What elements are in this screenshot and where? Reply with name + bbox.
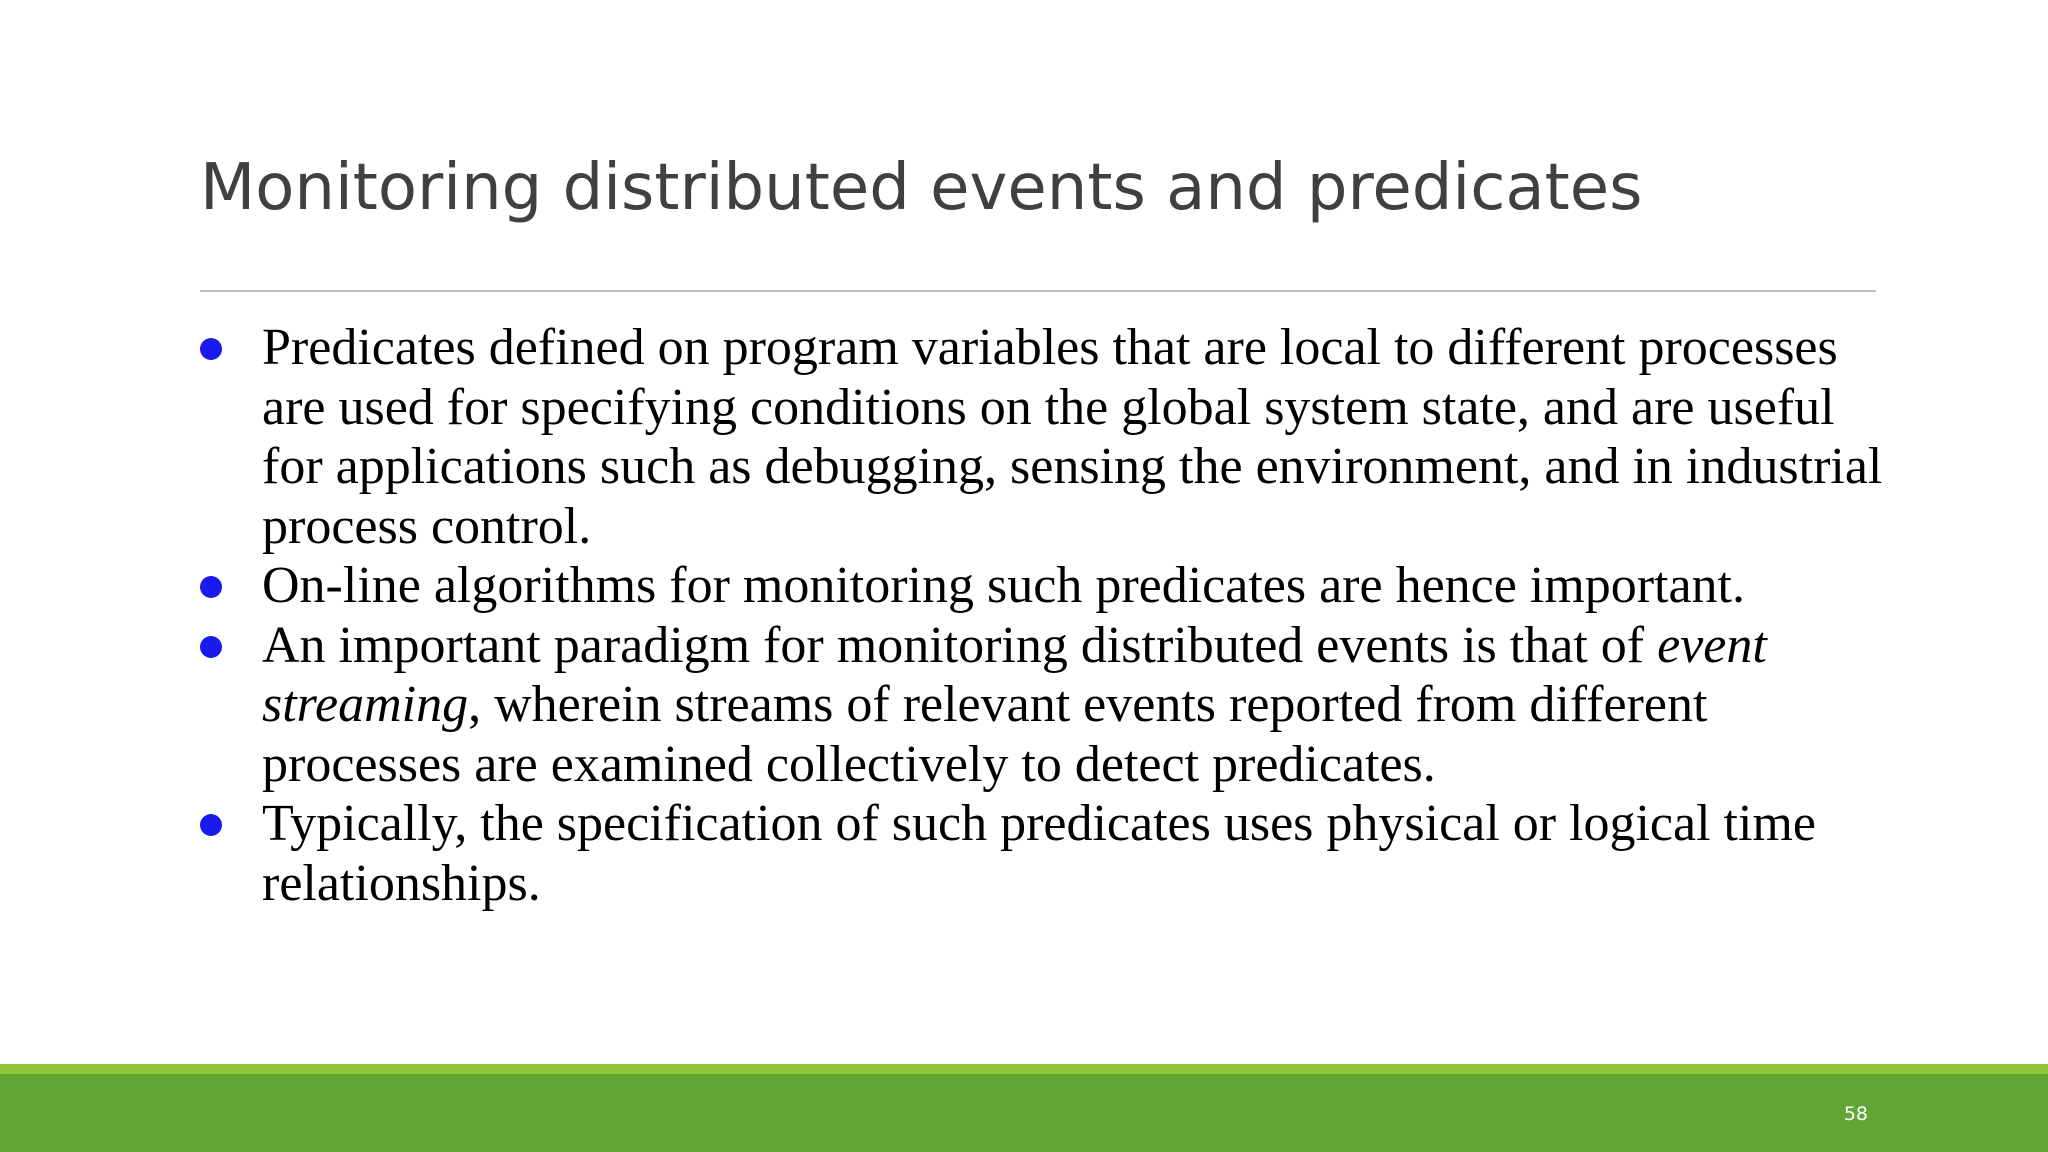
bullet-segment: An important paradigm for monitoring distributed events is that of	[262, 616, 1658, 674]
bullet-segment-italic: event streaming	[262, 616, 1767, 733]
bullet-dot-icon	[200, 636, 222, 658]
bullet-dot-icon	[200, 814, 222, 836]
bullet-segment: Predicates defined on program variables that are local to different processes are used for specifying conditions on the global system state, and are useful for applications such as debugging, sensing the environment, and in industrial process control.	[262, 319, 1883, 555]
bullet-text	[262, 795, 1816, 912]
page-number: 58	[1843, 1103, 1868, 1125]
bullet-dot-icon	[200, 338, 222, 360]
footer-accent-stripe	[0, 1064, 2048, 1074]
slide-title: Monitoring distributed events and predicates	[200, 151, 1643, 225]
bullet-segment: On-line algorithms for monitoring such predicates are hence important.	[262, 557, 1745, 614]
bullet-text	[262, 617, 1767, 793]
bullet-item	[198, 556, 1898, 616]
bullet-list	[198, 318, 1898, 913]
bullet-segment: Typically, the specification of such predicates uses physical or logical time relationships.	[262, 795, 1816, 912]
bullet-item	[198, 318, 1898, 556]
bullet-segment: , wherein streams of relevant events reported from different processes are examined collectively to detect predicates.	[262, 676, 1708, 793]
title-divider	[200, 290, 1876, 292]
footer-bar	[0, 1074, 2048, 1152]
bullet-text	[262, 557, 1745, 614]
bullet-text	[262, 319, 1882, 555]
bullet-dot-icon	[200, 576, 222, 598]
bullet-item	[198, 616, 1898, 795]
bullet-item	[198, 794, 1898, 913]
